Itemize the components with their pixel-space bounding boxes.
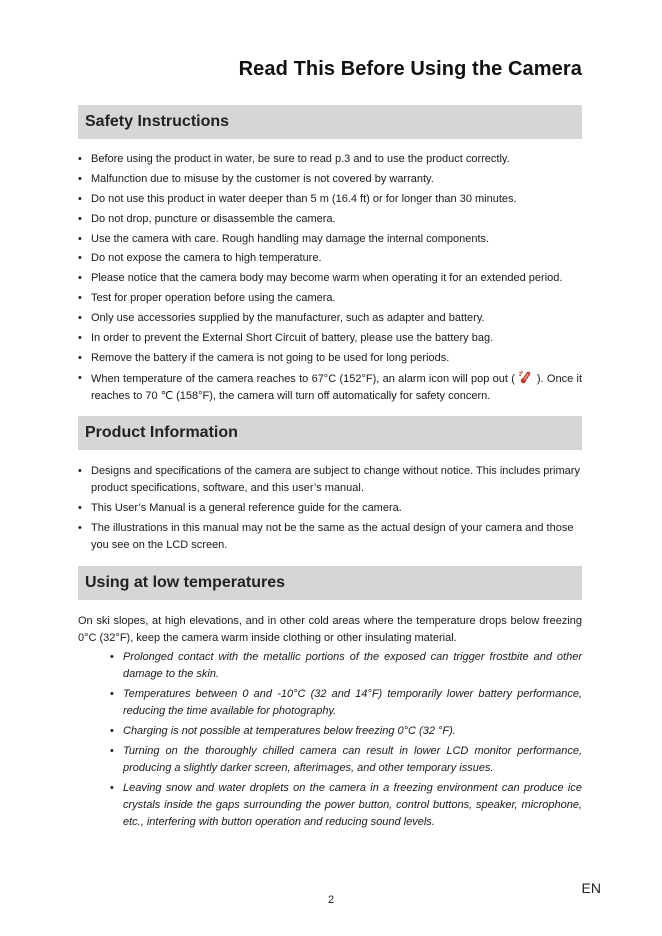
page-title: Read This Before Using the Camera <box>238 58 582 80</box>
list-item: • Before using the product in water, be sure to read p.3 and to use the product correctly. <box>78 151 582 168</box>
list-item: • In order to prevent the External Short Circuit of battery, please use the battery bag. <box>78 330 582 347</box>
list-item: • Use the camera with care. Rough handling may damage the internal components. <box>78 231 582 248</box>
high-temperature-alarm-icon <box>518 370 534 384</box>
list-item: • Charging is not possible at temperatures below freezing 0°C (32 °F). <box>110 723 582 740</box>
safety-instructions-heading: Safety Instructions <box>78 105 582 139</box>
product-information-list <box>78 463 582 557</box>
list-item: • Prolonged contact with the metallic portions of the exposed can trigger frostbite and other damage to the skin. <box>110 649 582 683</box>
list-item: • Turning on the thoroughly chilled camera can result in lower LCD monitor performance, producing a slightly darker screen, afterimages, and other temporary issues. <box>110 743 582 777</box>
safety-instructions-list <box>78 151 582 408</box>
low-temperatures-intro: On ski slopes, at high elevations, and in other cold areas where the temperature drops below freezing 0°C (32°F), keep the camera warm inside clothing or other insulating material. <box>78 615 582 644</box>
low-temperatures-heading: Using at low temperatures <box>78 566 582 600</box>
temperature-alarm-text-after: ). Once it reaches to 70 ℃ (158°F), the camera will turn off automatically for safety concern. <box>91 372 582 402</box>
list-item: • Do not drop, puncture or disassemble the camera. <box>78 211 582 228</box>
list-item: • This User’s Manual is a general reference guide for the camera. <box>78 500 582 517</box>
list-item-temperature-alarm <box>78 370 582 405</box>
low-temperatures-list <box>110 649 582 833</box>
product-information-heading: Product Information <box>78 416 582 450</box>
list-item: • Temperatures between 0 and -10°C (32 and 14°F) temporarily lower battery performance, reducing the time available for photography. <box>110 686 582 720</box>
list-item: • Designs and specifications of the camera are subject to change without notice. This includes primary product specifications, software, and this user’s manual. <box>78 463 582 497</box>
list-item: • Only use accessories supplied by the manufacturer, such as adapter and battery. <box>78 310 582 327</box>
page-number: 2 <box>327 894 335 906</box>
list-item: • Do not expose the camera to high temperature. <box>78 250 582 267</box>
list-item: • Remove the battery if the camera is not going to be used for long periods. <box>78 350 582 367</box>
list-item: • Test for proper operation before using the camera. <box>78 290 582 307</box>
list-item: • Please notice that the camera body may become warm when operating it for an extended period. <box>78 270 582 287</box>
list-item: • The illustrations in this manual may not be the same as the actual design of your camera and those you see on the LCD screen. <box>78 520 582 554</box>
list-item: • Do not use this product in water deeper than 5 m (16.4 ft) or for longer than 30 minutes. <box>78 191 582 208</box>
language-label: EN <box>581 880 601 896</box>
list-item: • Leaving snow and water droplets on the camera in a freezing environment can produce ice crystals inside the gaps surrounding the power button, control buttons, speaker, microphone, etc., interfering with button operation and reducing sound levels. <box>110 780 582 831</box>
list-item: • Malfunction due to misuse by the customer is not covered by warranty. <box>78 171 582 188</box>
temperature-alarm-text-before: When temperature of the camera reaches to 67°C (152°F), an alarm icon will pop out ( <box>91 372 515 385</box>
